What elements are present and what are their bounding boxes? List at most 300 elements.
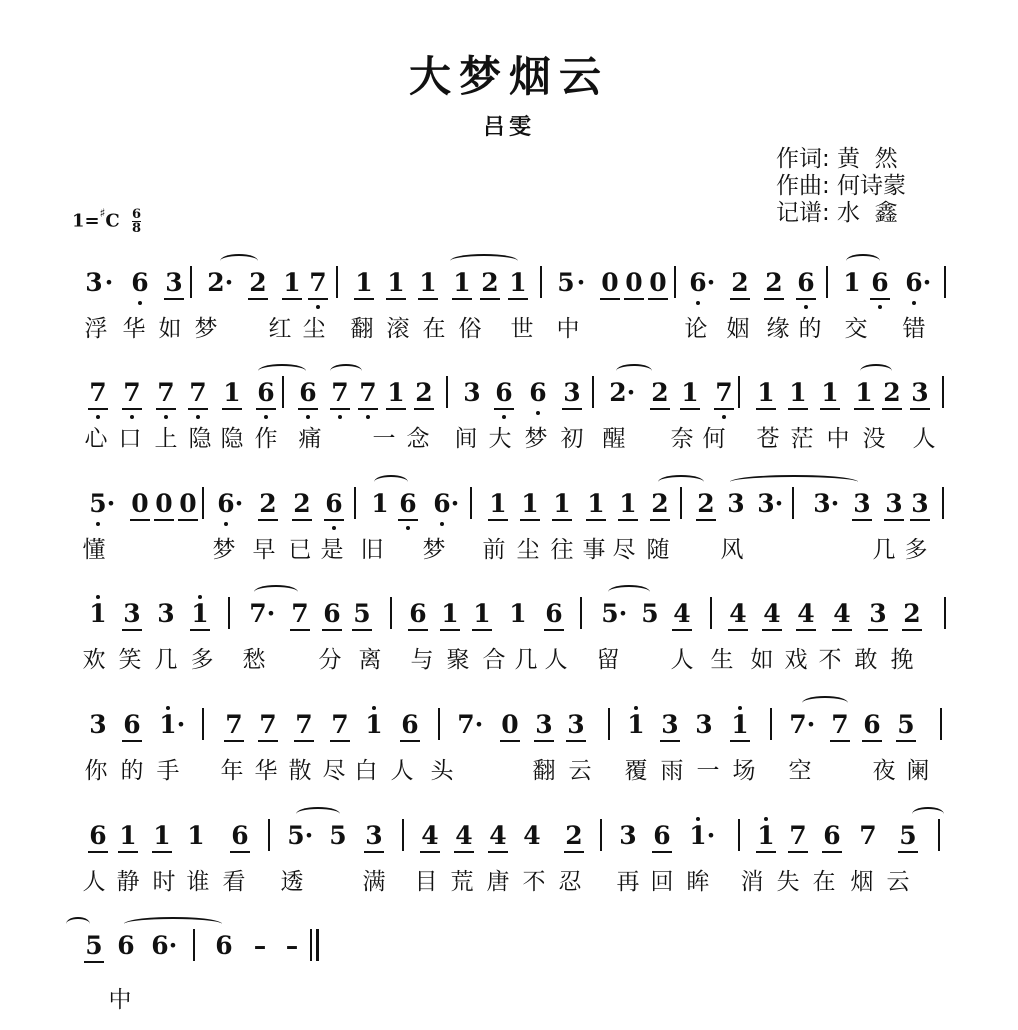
note: 6 [529, 378, 547, 407]
tie-arc [860, 364, 892, 378]
lyric-char: 忍 [558, 869, 582, 895]
lyric-char: 中 [556, 316, 580, 342]
lyric-char: 初 [560, 426, 584, 452]
lyric-char: 口 [118, 426, 142, 452]
barline [540, 266, 542, 298]
note: 6 [131, 268, 149, 297]
lyric-char: 愁 [242, 647, 266, 673]
note: 3 [566, 710, 586, 742]
note: 2 [564, 821, 584, 853]
score-line-1 [0, 262, 932, 362]
lyric-char: 尘 [302, 316, 326, 342]
augmentation-dot: · [234, 489, 244, 518]
lyric-char: 的 [798, 316, 822, 342]
note: 7 [188, 378, 208, 410]
tie-arc [124, 917, 222, 931]
composer-credit: 作曲: 何诗蒙 [776, 173, 907, 199]
lyric-char: 尽 [612, 537, 636, 563]
lyric-char: 旧 [360, 537, 384, 563]
key-prefix: 1= [72, 210, 100, 232]
note: 4 [796, 599, 816, 631]
note: 3 [910, 489, 930, 521]
note: 6 [122, 710, 142, 742]
lyric-char: 雨 [660, 758, 684, 784]
lyric-char: 梦 [212, 537, 236, 563]
note: 1 [680, 378, 700, 410]
tie-arc [296, 807, 340, 821]
lyric-char: 人 [912, 426, 936, 452]
lyric-char: 消 [740, 869, 764, 895]
augmentation-dot: · [104, 268, 114, 297]
note: 0 [130, 489, 150, 521]
lyric-char: 何 [702, 426, 726, 452]
score-line-3 [0, 483, 929, 583]
lyric-char: 苍 [756, 426, 780, 452]
note: 6 [652, 821, 672, 853]
note: 2 [764, 268, 784, 300]
note: 1 [440, 599, 460, 631]
lyric-char: 覆 [624, 758, 648, 784]
time-bottom: 8 [132, 221, 142, 236]
lyric-char: 风 [720, 537, 744, 563]
lyric-char: 笑 [118, 647, 142, 673]
extension-dash: – [285, 931, 299, 960]
lyric-char: 翻 [532, 758, 556, 784]
lyric-char: 回 [650, 869, 674, 895]
augmentation-dot: · [774, 489, 784, 518]
lyric-char: 场 [732, 758, 756, 784]
lyric-char: 前 [482, 537, 506, 563]
barline [770, 708, 772, 740]
lyric-char: 事 [582, 537, 606, 563]
note: 0 [154, 489, 174, 521]
note: 1 [418, 268, 438, 300]
lyric-char: 白 [354, 758, 378, 784]
barline [202, 487, 204, 519]
tie-arc [374, 475, 408, 489]
credits [776, 146, 906, 227]
augmentation-dot: · [304, 821, 314, 850]
barline [446, 376, 448, 408]
lyric-char: 戏 [784, 647, 808, 673]
note: 7 [308, 268, 328, 300]
note: 7 [788, 821, 808, 853]
barline [193, 929, 195, 961]
note: 6 [217, 489, 235, 518]
barline [202, 708, 204, 740]
tie-arc [66, 917, 90, 931]
lyric-char: 唐 [486, 869, 510, 895]
lyric-char: 痛 [298, 426, 322, 452]
lyric-char: 空 [788, 758, 812, 784]
augmentation-dot: · [474, 710, 484, 739]
sharp-icon: ♯ [99, 205, 106, 220]
lyric-char: 心 [84, 426, 108, 452]
lyrics-line [0, 752, 930, 786]
note: 3 [757, 489, 775, 518]
notes [0, 815, 917, 861]
note: 7 [156, 378, 176, 410]
lyric-char: 几 [514, 647, 538, 673]
note: 3 [852, 489, 872, 521]
key-signature [72, 205, 142, 236]
note: 3 [727, 489, 745, 518]
lyrics-line [0, 981, 870, 1015]
note: 1 [488, 489, 508, 521]
lyric-char: 不 [818, 647, 842, 673]
time-top: 6 [132, 207, 142, 222]
barline [470, 487, 472, 519]
note: 6 [398, 489, 418, 521]
note: 3 [85, 268, 103, 297]
note: 1 [509, 599, 527, 628]
barline [942, 376, 944, 408]
lyric-char: 离 [358, 647, 382, 673]
note: 2 [207, 268, 225, 297]
lyric-char: 醒 [602, 426, 626, 452]
note: 1 [89, 599, 107, 628]
lyric-char: 静 [116, 869, 140, 895]
note: 6 [400, 710, 420, 742]
note: 4 [523, 821, 541, 850]
lyric-char: 交 [844, 316, 868, 342]
barline [944, 597, 946, 629]
lyric-char: 再 [616, 869, 640, 895]
note: 7 [290, 599, 310, 631]
lyrics-line [0, 531, 928, 565]
augmentation-dot: · [224, 268, 234, 297]
note: 1 [118, 821, 138, 853]
note: 7 [294, 710, 314, 742]
note: 1 [190, 599, 210, 631]
augmentation-dot: · [176, 710, 186, 739]
lyric-char: 上 [154, 426, 178, 452]
note: 0 [624, 268, 644, 300]
lyric-char: 早 [252, 537, 276, 563]
lyric-char: 没 [862, 426, 886, 452]
lyric-char: 分 [318, 647, 342, 673]
lyric-char: 尘 [516, 537, 540, 563]
note: 3 [364, 821, 384, 853]
lyric-char: 浮 [84, 316, 108, 342]
note: 6 [689, 268, 707, 297]
lyric-char: 俗 [458, 316, 482, 342]
lyric-char: 姻 [726, 316, 750, 342]
augmentation-dot: · [106, 489, 116, 518]
lyric-char: 间 [454, 426, 478, 452]
lyric-char: 一 [696, 758, 720, 784]
final-barline [316, 929, 319, 961]
note: 1 [354, 268, 374, 300]
barline [792, 487, 794, 519]
lyric-char: 夜 [872, 758, 896, 784]
note: 7 [258, 710, 278, 742]
note: 4 [762, 599, 782, 631]
lyric-char: 时 [152, 869, 176, 895]
note: 1 [222, 378, 242, 410]
lyric-char: 荒 [450, 869, 474, 895]
barline [402, 819, 404, 851]
note: 5 [329, 821, 347, 850]
barline [354, 487, 356, 519]
lyric-char: 一 [372, 426, 396, 452]
lyric-char: 手 [156, 758, 180, 784]
augmentation-dot: · [576, 268, 586, 297]
tie-arc [846, 254, 880, 268]
lyric-char: 挽 [890, 647, 914, 673]
note: 2 [480, 268, 500, 300]
note: 3 [562, 378, 582, 410]
lyric-char: 几 [154, 647, 178, 673]
note: 1 [854, 378, 874, 410]
augmentation-dot: · [830, 489, 840, 518]
augmentation-dot: · [266, 599, 276, 628]
key-letter: C [105, 210, 120, 232]
note: 3 [868, 599, 888, 631]
note: 1 [159, 710, 177, 739]
lyric-char: 失 [776, 869, 800, 895]
note: 5 [84, 931, 104, 963]
notes [0, 593, 921, 639]
note: 2 [248, 268, 268, 300]
note: 7 [789, 710, 807, 739]
lyric-char: 的 [120, 758, 144, 784]
barline [674, 266, 676, 298]
note: 1 [386, 268, 406, 300]
note: 2 [696, 489, 716, 521]
note: 0 [500, 710, 520, 742]
note: 0 [648, 268, 668, 300]
note: 7 [330, 378, 350, 410]
note: 4 [488, 821, 508, 853]
note: 7 [457, 710, 475, 739]
lyric-char: 翻 [350, 316, 374, 342]
lyric-char: 散 [288, 758, 312, 784]
lyric-char: 是 [320, 537, 344, 563]
tie-arc [608, 585, 650, 599]
note: 6 [870, 268, 890, 300]
note: 3 [910, 378, 930, 410]
note: 2 [902, 599, 922, 631]
lyric-char: 敢 [854, 647, 878, 673]
notes [0, 925, 870, 971]
note: 1 [472, 599, 492, 631]
note: 0 [178, 489, 198, 521]
note: 6 [298, 378, 318, 410]
note: 7 [249, 599, 267, 628]
note: 3 [164, 268, 184, 300]
note: 6 [796, 268, 816, 300]
note: 2 [609, 378, 627, 407]
note: 7 [224, 710, 244, 742]
barline [310, 929, 312, 961]
note: 3 [695, 710, 713, 739]
barline [390, 597, 392, 629]
barline [592, 376, 594, 408]
lyric-char: 随 [646, 537, 670, 563]
lyric-char: 欢 [82, 647, 106, 673]
note: 6 [322, 599, 342, 631]
lyric-char: 奈 [670, 426, 694, 452]
lyric-char: 头 [430, 758, 454, 784]
lyric-char: 往 [550, 537, 574, 563]
lyric-char: 目 [414, 869, 438, 895]
note: 5 [601, 599, 619, 628]
note: 6 [905, 268, 923, 297]
lyric-char: 懂 [82, 537, 106, 563]
note: 7 [330, 710, 350, 742]
lyric-char: 华 [122, 316, 146, 342]
note: 1 [520, 489, 540, 521]
lyric-char: 华 [254, 758, 278, 784]
note: 1 [843, 268, 861, 297]
note: 7 [358, 378, 378, 410]
note: 2 [882, 378, 902, 410]
augmentation-dot: · [706, 268, 716, 297]
barline [228, 597, 230, 629]
lyric-char: 作 [254, 426, 278, 452]
note: 4 [728, 599, 748, 631]
note: 5 [898, 821, 918, 853]
lyric-char: 谁 [186, 869, 210, 895]
note: 1 [756, 378, 776, 410]
notes [0, 372, 929, 418]
lyric-char: 论 [684, 316, 708, 342]
note: 1 [730, 710, 750, 742]
note: 5 [352, 599, 372, 631]
augmentation-dot: · [626, 378, 636, 407]
lyric-char: 满 [362, 869, 386, 895]
note: 1 [371, 489, 389, 518]
barline [580, 597, 582, 629]
lyric-char: 世 [510, 316, 534, 342]
note: 3 [884, 489, 904, 521]
note: 2 [414, 378, 434, 410]
barline [268, 819, 270, 851]
lyric-char: 错 [902, 316, 926, 342]
note: 2 [650, 489, 670, 521]
augmentation-dot: · [922, 268, 932, 297]
lyric-char: 如 [158, 316, 182, 342]
barline [826, 266, 828, 298]
note: 6 [230, 821, 250, 853]
note: 7 [714, 378, 734, 410]
note: 2 [292, 489, 312, 521]
lyric-char: 尽 [322, 758, 346, 784]
note: 7 [830, 710, 850, 742]
lyric-char: 人 [544, 647, 568, 673]
singer-name: 吕雯 [482, 115, 535, 140]
lyric-char: 人 [670, 647, 694, 673]
barline [680, 487, 682, 519]
note: 1 [756, 821, 776, 853]
note: 1 [627, 710, 645, 739]
note: 1 [788, 378, 808, 410]
note: 6 [88, 821, 108, 853]
note: 3 [534, 710, 554, 742]
score-line-7 [0, 925, 870, 1025]
note: 1 [586, 489, 606, 521]
lyric-char: 念 [406, 426, 430, 452]
note: 1 [386, 378, 406, 410]
barline [738, 376, 740, 408]
note: 6 [215, 931, 233, 960]
note: 6 [408, 599, 428, 631]
lyric-char: 梦 [524, 426, 548, 452]
tie-arc [912, 807, 944, 821]
augmentation-dot: · [168, 931, 178, 960]
lyric-char: 多 [904, 537, 928, 563]
tie-arc [730, 475, 858, 489]
lyric-char: 阑 [906, 758, 930, 784]
lyrics-line [0, 310, 926, 344]
note: 2 [730, 268, 750, 300]
barline [944, 266, 946, 298]
lyric-char: 眸 [686, 869, 710, 895]
note: 4 [672, 599, 692, 631]
note: 3 [122, 599, 142, 631]
lyric-char: 缘 [766, 316, 790, 342]
note: 1 [452, 268, 472, 300]
note: 1 [689, 821, 707, 850]
note: 5 [89, 489, 107, 518]
lyric-char: 人 [390, 758, 414, 784]
lyric-char: 烟 [850, 869, 874, 895]
note: 6 [862, 710, 882, 742]
barline [336, 266, 338, 298]
note: 6 [324, 489, 344, 521]
tie-arc [658, 475, 704, 489]
note: 6 [256, 378, 276, 410]
barline [940, 708, 942, 740]
note: 6 [117, 931, 135, 960]
barline [710, 597, 712, 629]
note: 0 [600, 268, 620, 300]
note: 7 [122, 378, 142, 410]
lyric-char: 在 [812, 869, 836, 895]
lyric-char: 已 [288, 537, 312, 563]
note: 2 [258, 489, 278, 521]
lyric-char: 如 [750, 647, 774, 673]
score-line-5 [0, 704, 930, 804]
note: 6 [822, 821, 842, 853]
barline [942, 487, 944, 519]
tie-arc [330, 364, 362, 378]
note: 4 [420, 821, 440, 853]
lyric-char: 滚 [386, 316, 410, 342]
note: 1 [618, 489, 638, 521]
note: 3 [157, 599, 175, 628]
lyric-char: 留 [596, 647, 620, 673]
barline [608, 708, 610, 740]
score-line-6 [0, 815, 917, 915]
barline [282, 376, 284, 408]
lyric-char: 看 [222, 869, 246, 895]
lyric-char: 梦 [194, 316, 218, 342]
note: 3 [463, 378, 481, 407]
lyrics-line [0, 863, 910, 897]
note: 6 [544, 599, 564, 631]
lyric-char: 中 [108, 987, 132, 1013]
tie-arc [616, 364, 652, 378]
note: 3 [89, 710, 107, 739]
lyricist-credit: 作词: 黄 然 [776, 146, 898, 172]
lyric-char: 在 [422, 316, 446, 342]
note: 1 [152, 821, 172, 853]
lyric-char: 红 [268, 316, 292, 342]
lyric-char: 聚 [446, 647, 470, 673]
augmentation-dot: · [450, 489, 460, 518]
